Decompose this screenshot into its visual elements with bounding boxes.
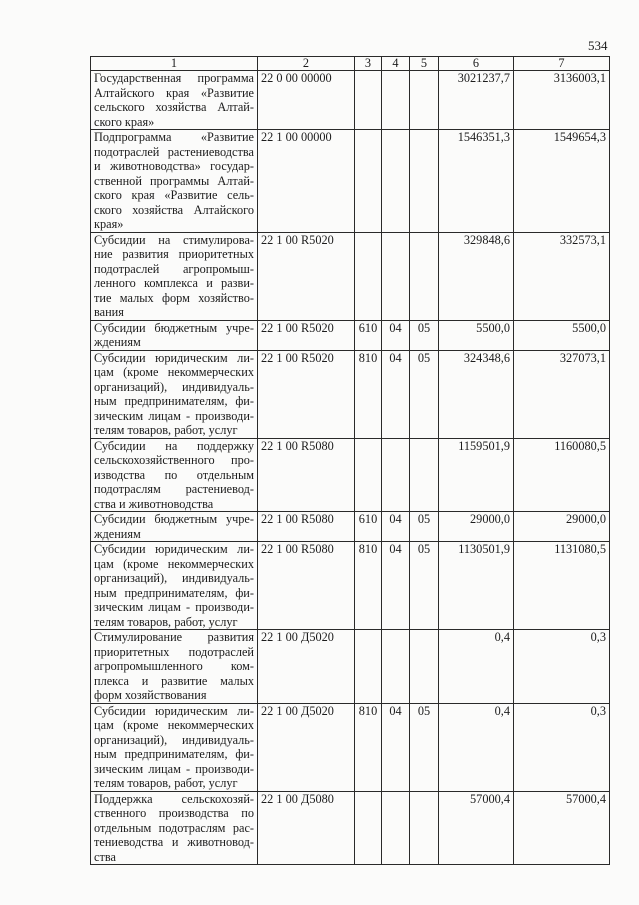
column-header: 6 (439, 57, 514, 71)
row-rz (382, 130, 410, 233)
row-code: 22 1 00 R5080 (258, 512, 355, 542)
row-name-line: вания (94, 305, 124, 319)
row-name-line: тие малых форм хозяйство- (94, 290, 254, 305)
table-row (91, 320, 610, 350)
row-name-line: Государственная программа (94, 71, 254, 85)
budget-table (90, 56, 610, 865)
row-name-line: Субсидии бюджетным учре- (94, 320, 254, 335)
row-name (91, 438, 258, 512)
row-name-line: цам (кроме некоммерческих (94, 718, 254, 732)
row-pr: 05 (410, 512, 439, 542)
row-name-line: подотраслям растениевод- (94, 482, 254, 496)
row-amount-col7: 327073,1 (514, 350, 610, 438)
row-code: 22 1 00 Д5080 (258, 791, 355, 865)
row-amount-col6: 0,4 (439, 703, 514, 791)
column-header: 3 (355, 57, 382, 71)
row-pr: 05 (410, 320, 439, 350)
row-code: 22 1 00 Д5020 (258, 630, 355, 704)
row-name (91, 512, 258, 542)
row-amount-col7: 1131080,5 (514, 542, 610, 630)
row-amount-col6: 1546351,3 (439, 130, 514, 233)
row-amount-col7: 5500,0 (514, 320, 610, 350)
row-code: 22 1 00 R5080 (258, 542, 355, 630)
row-name-line: Субсидии юридическим ли- (94, 542, 254, 556)
row-amount-col6: 5500,0 (439, 320, 514, 350)
row-name-line: ства и животноводства (94, 496, 214, 511)
row-name-line: ным предпринимателям, фи- (94, 394, 254, 408)
table-header-row (91, 57, 610, 71)
page-number: 534 (588, 38, 608, 53)
row-rz: 04 (382, 542, 410, 630)
row-name-line: края» (94, 217, 124, 231)
column-header: 4 (382, 57, 410, 71)
row-amount-col7: 3136003,1 (514, 71, 610, 130)
row-rz (382, 791, 410, 865)
row-code: 22 1 00 Д5020 (258, 703, 355, 791)
row-rz (382, 232, 410, 320)
row-name-line: агропромышленного ком- (94, 659, 254, 673)
row-vr: 610 (355, 512, 382, 542)
row-name-line: Субсидии на стимулирова- (94, 232, 254, 247)
row-vr: 810 (355, 703, 382, 791)
column-header: 5 (410, 57, 439, 71)
row-amount-col6: 29000,0 (439, 512, 514, 542)
table-row (91, 438, 610, 512)
row-name-line: зическим лицам - производи- (94, 600, 254, 614)
row-pr (410, 438, 439, 512)
row-code: 22 1 00 R5020 (258, 350, 355, 438)
row-vr: 610 (355, 320, 382, 350)
row-name-line: зическим лицам - производи- (94, 408, 254, 423)
row-code: 22 1 00 R5020 (258, 232, 355, 320)
table-row (91, 232, 610, 320)
row-rz: 04 (382, 350, 410, 438)
row-name-line: телям товаров, работ, услуг (94, 776, 238, 790)
row-name-line: и животноводства» государ- (94, 159, 254, 173)
row-name-line: подотраслей растениеводства (94, 144, 254, 159)
row-vr (355, 791, 382, 865)
row-vr (355, 630, 382, 704)
row-pr (410, 791, 439, 865)
row-name-line: ждениям (94, 526, 141, 541)
table-row (91, 703, 610, 791)
row-name-line: форм хозяйствования (94, 688, 207, 702)
row-name-line: плекса и развитие малых (94, 673, 254, 688)
row-name-line: зическим лицам - производи- (94, 761, 254, 776)
row-name-line: Субсидии юридическим ли- (94, 350, 254, 365)
row-vr: 810 (355, 542, 382, 630)
row-rz: 04 (382, 320, 410, 350)
row-name-line: организаций), индивидуаль- (94, 571, 254, 585)
row-rz (382, 438, 410, 512)
row-name-line: отдельным подотраслям рас- (94, 820, 254, 835)
table-row (91, 512, 610, 542)
row-pr (410, 71, 439, 130)
column-header: 2 (258, 57, 355, 71)
row-name-line: ского края» (94, 114, 155, 129)
table-row (91, 791, 610, 865)
row-vr: 810 (355, 350, 382, 438)
row-name-line: ным предпринимателям, фи- (94, 747, 254, 761)
row-name-line: организаций), индивидуаль- (94, 379, 254, 394)
row-name (91, 630, 258, 704)
table-row (91, 542, 610, 630)
table-body (91, 71, 610, 865)
row-name-line: сельского хозяйства Алтай- (94, 100, 254, 114)
row-rz: 04 (382, 703, 410, 791)
row-name-line: ние развития приоритетных (94, 247, 254, 261)
row-name-line: телям товаров, работ, услуг (94, 423, 238, 437)
row-pr: 05 (410, 542, 439, 630)
row-amount-col7: 29000,0 (514, 512, 610, 542)
row-amount-col6: 1159501,9 (439, 438, 514, 512)
row-amount-col6: 0,4 (439, 630, 514, 704)
row-name-line: приоритетных подотраслей (94, 644, 254, 659)
row-name-line: ственной программы Алтай- (94, 173, 254, 188)
row-amount-col6: 1130501,9 (439, 542, 514, 630)
row-pr (410, 630, 439, 704)
row-name (91, 232, 258, 320)
row-name-line: Стимулирование развития (94, 630, 254, 644)
row-vr (355, 71, 382, 130)
row-name-line: цам (кроме некоммерческих (94, 365, 254, 379)
row-amount-col7: 0,3 (514, 703, 610, 791)
row-rz: 04 (382, 512, 410, 542)
row-vr (355, 130, 382, 233)
row-name (91, 350, 258, 438)
row-name-line: изводства по отдельным (94, 467, 254, 482)
table-row (91, 630, 610, 704)
row-name (91, 703, 258, 791)
row-name-line: ным предпринимателям, фи- (94, 585, 254, 600)
row-vr (355, 438, 382, 512)
row-name-line: ждениям (94, 335, 141, 349)
table-row (91, 350, 610, 438)
row-name-line: Подпрограмма «Развитие (94, 130, 254, 144)
row-name-line: ственного производства по (94, 806, 254, 820)
row-name-line: ства (94, 849, 116, 864)
row-code: 22 1 00 R5080 (258, 438, 355, 512)
row-name-line: Субсидии на поддержку (94, 438, 254, 453)
row-pr: 05 (410, 350, 439, 438)
row-amount-col6: 324348,6 (439, 350, 514, 438)
row-name-line: Субсидии бюджетным учре- (94, 512, 254, 526)
row-name-line: подотраслей агропромыш- (94, 261, 254, 276)
row-name-line: Алтайского края «Развитие (94, 85, 254, 100)
row-pr (410, 232, 439, 320)
row-name-line: организаций), индивидуаль- (94, 732, 254, 747)
row-code: 22 1 00 R5020 (258, 320, 355, 350)
row-name-line: тениеводства и животновод- (94, 835, 254, 849)
row-amount-col7: 332573,1 (514, 232, 610, 320)
row-pr (410, 130, 439, 233)
row-amount-col6: 329848,6 (439, 232, 514, 320)
row-name (91, 542, 258, 630)
row-amount-col7: 0,3 (514, 630, 610, 704)
row-name-line: ского края «Развитие сель- (94, 188, 254, 202)
row-amount-col7: 1549654,3 (514, 130, 610, 233)
row-name-line: телям товаров, работ, услуг (94, 614, 238, 629)
row-name (91, 791, 258, 865)
row-name-line: цам (кроме некоммерческих (94, 556, 254, 571)
row-amount-col6: 57000,4 (439, 791, 514, 865)
row-name (91, 130, 258, 233)
row-name-line: ленного комплекса и разви- (94, 276, 254, 290)
row-code: 22 1 00 00000 (258, 130, 355, 233)
table-row (91, 130, 610, 233)
column-header: 7 (514, 57, 610, 71)
column-header: 1 (91, 57, 258, 71)
row-name-line: ского хозяйства Алтайского (94, 202, 254, 217)
row-amount-col6: 3021237,7 (439, 71, 514, 130)
row-rz (382, 630, 410, 704)
row-amount-col7: 57000,4 (514, 791, 610, 865)
row-pr: 05 (410, 703, 439, 791)
row-rz (382, 71, 410, 130)
table-row (91, 71, 610, 130)
row-code: 22 0 00 00000 (258, 71, 355, 130)
row-name (91, 71, 258, 130)
row-name (91, 320, 258, 350)
row-name-line: Поддержка сельскохозяй- (94, 791, 254, 806)
row-vr (355, 232, 382, 320)
row-name-line: сельскохозяйственного про- (94, 453, 254, 467)
row-amount-col7: 1160080,5 (514, 438, 610, 512)
row-name-line: Субсидии юридическим ли- (94, 703, 254, 718)
